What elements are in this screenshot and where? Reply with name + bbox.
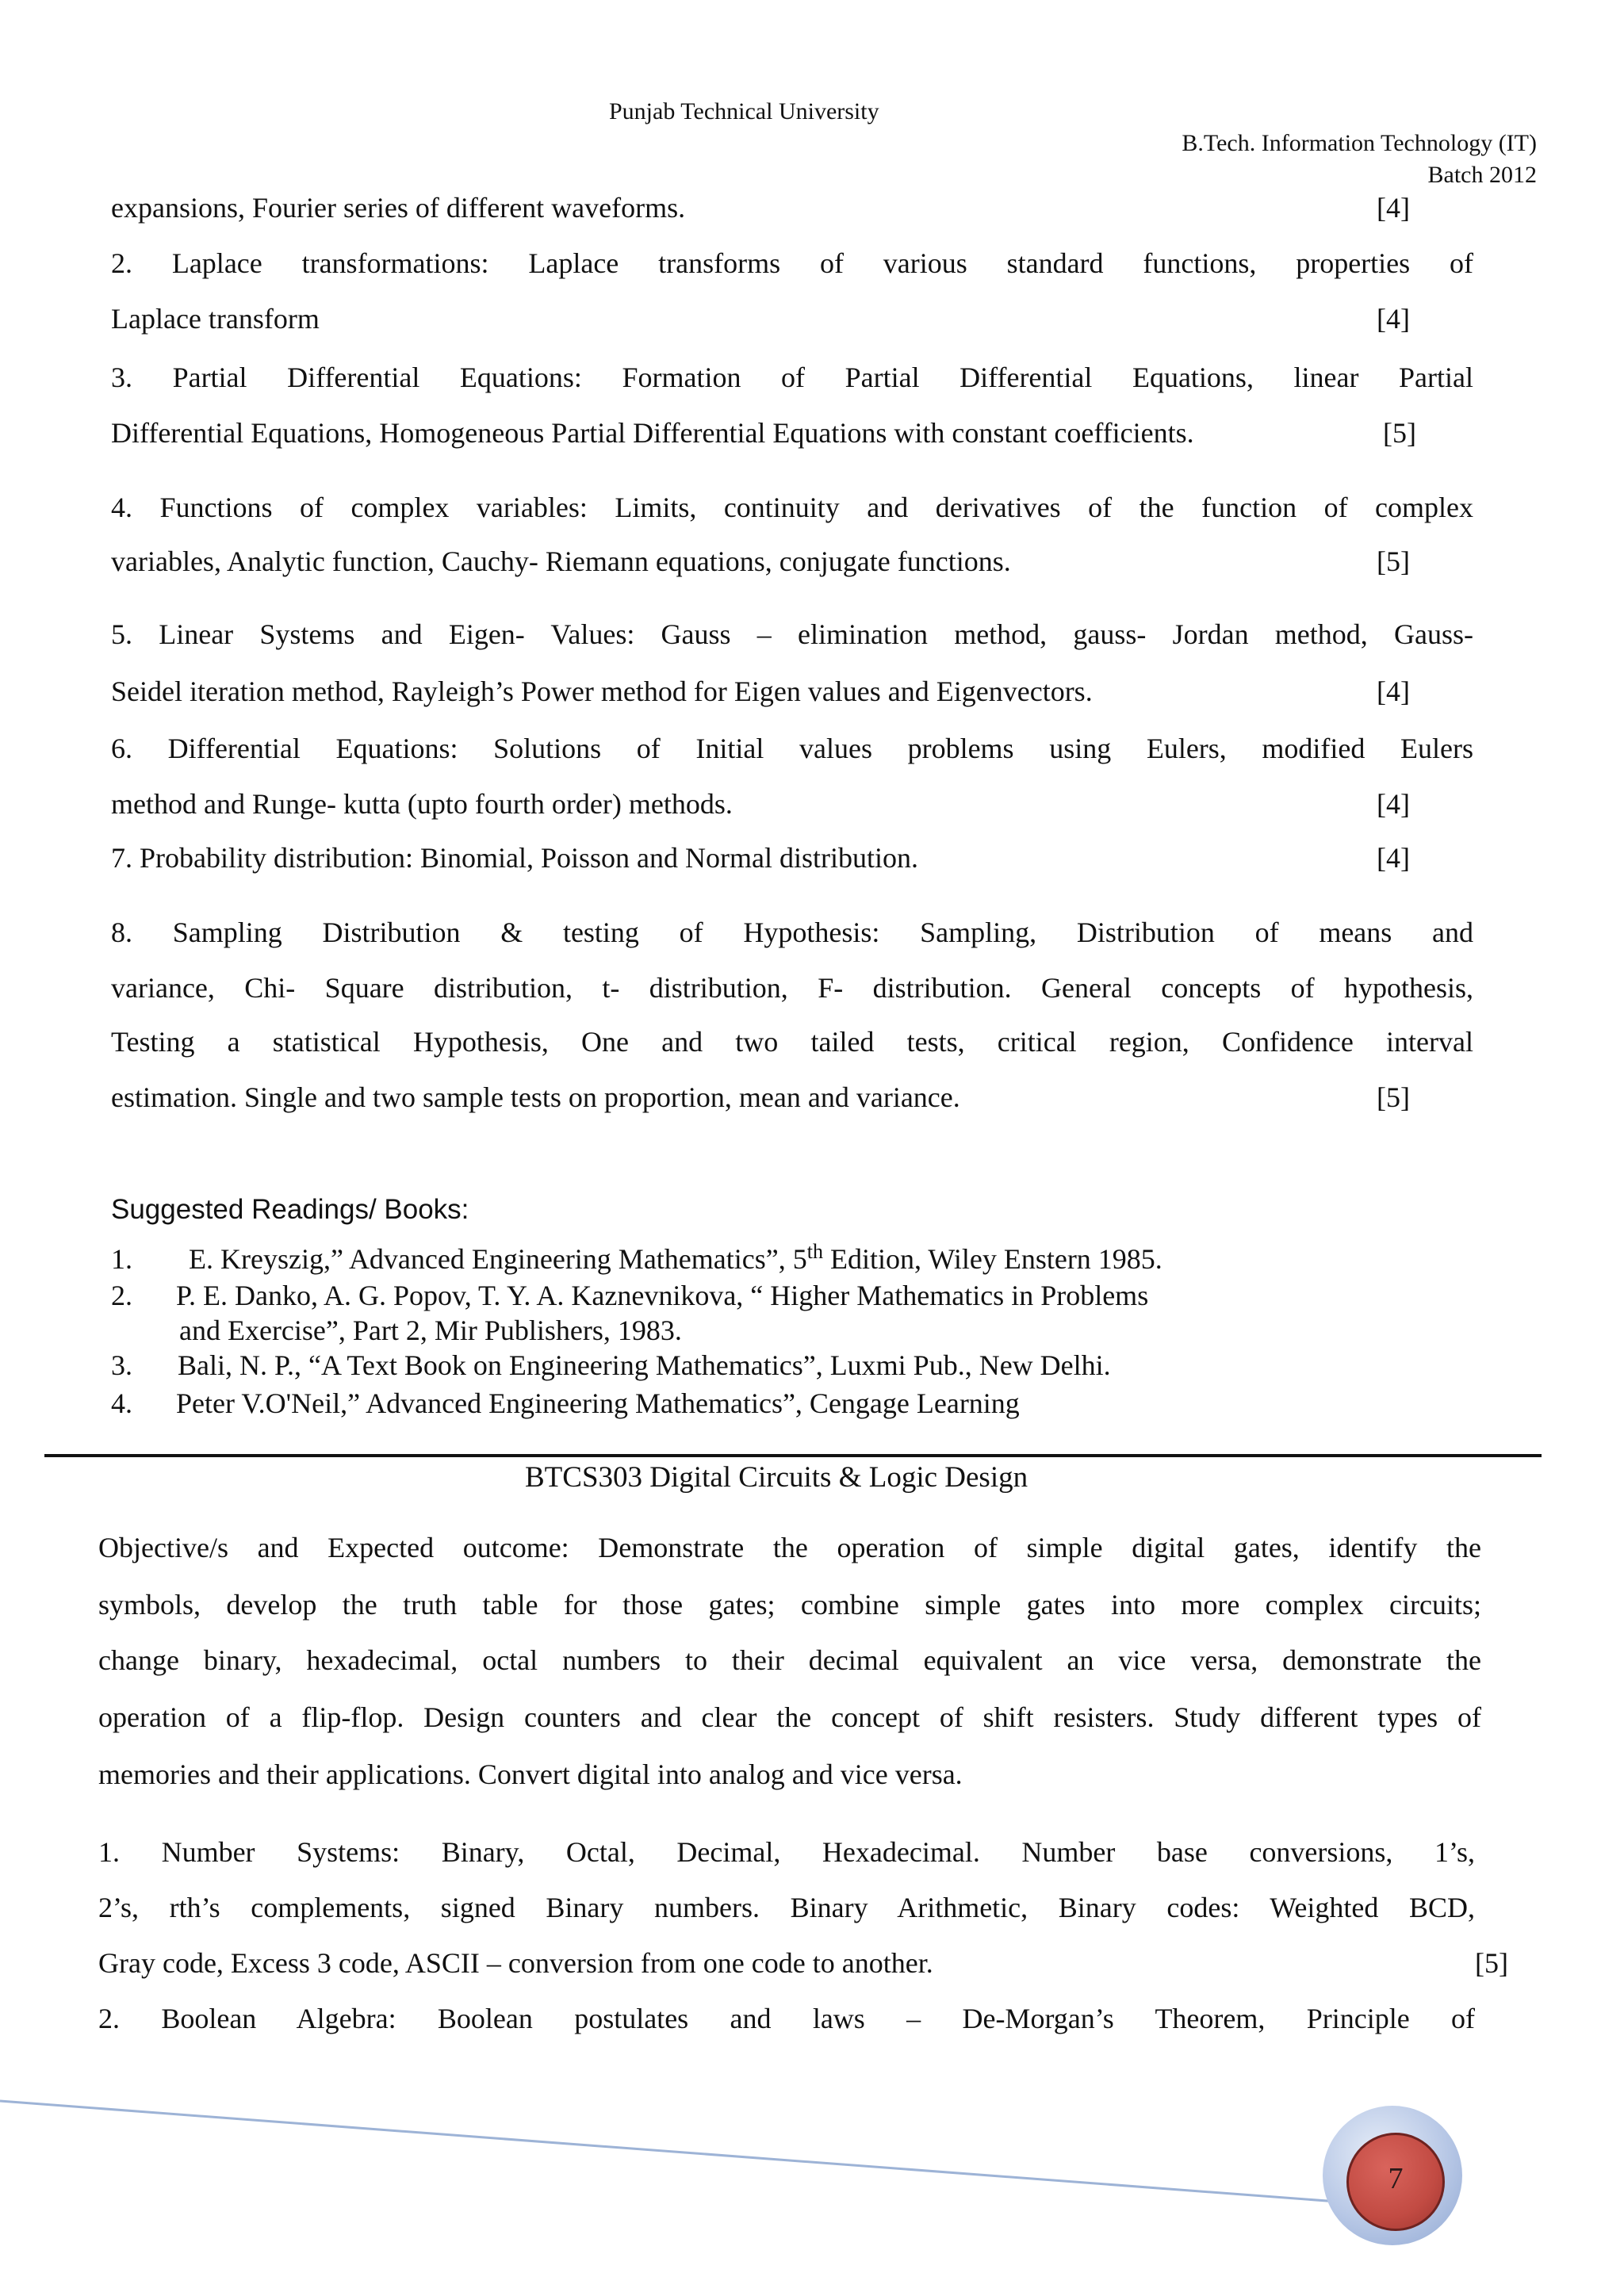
unit-8-line-3: Testing a statistical Hypothesis, One and two tailed tests, critical region, Confidence interval	[111, 1026, 1473, 1058]
unit-3-line-2: Differential Equations, Homogeneous Partial Differential Equations with constant coefficients.	[111, 417, 1194, 449]
unit-5-line-1: 5. Linear Systems and Eigen- Values: Gauss – elimination method, gauss- Jordan method, Gauss-	[111, 618, 1473, 650]
objective-line-2: symbols, develop the truth table for those gates; combine simple gates into more complex circuits;	[98, 1589, 1481, 1621]
unit-6-marks: [4]	[1377, 788, 1410, 820]
book-1-number: 1.	[111, 1243, 132, 1275]
unit-7-line-1: 7. Probability distribution: Binomial, Poisson and Normal distribution.	[111, 842, 919, 874]
unit-8-line-1: 8. Sampling Distribution & testing of Hypothesis: Sampling, Distribution of means and	[111, 916, 1473, 948]
unit-8-line-4: estimation. Single and two sample tests on proportion, mean and variance.	[111, 1081, 960, 1113]
objective-line-4: operation of a flip-flop. Design counters and clear the concept of shift resisters. Study different types of	[98, 1701, 1481, 1733]
page-number: 7	[1388, 2162, 1404, 2195]
book-4-number: 4.	[111, 1387, 132, 1419]
course-unit-1-marks: [5]	[1475, 1947, 1508, 1979]
book-1-entry	[189, 1242, 1162, 1276]
book-3-entry: Bali, N. P., “A Text Book on Engineering Mathematics”, Luxmi Pub., New Delhi.	[178, 1349, 1111, 1381]
book-2-line-2: and Exercise”, Part 2, Mir Publishers, 1983.	[179, 1314, 682, 1346]
unit-4-marks: [5]	[1377, 545, 1410, 577]
header-university: Punjab Technical University	[609, 98, 879, 124]
book-1-text-before: E. Kreyszig,” Advanced Engineering Mathematics”, 5	[189, 1243, 807, 1275]
unit-4-line-2: variables, Analytic function, Cauchy- Riemann equations, conjugate functions.	[111, 545, 1011, 577]
course-unit-1-line-1: 1. Number Systems: Binary, Octal, Decimal, Hexadecimal. Number base conversions, 1’s,	[98, 1836, 1475, 1868]
unit-8-marks: [5]	[1377, 1081, 1410, 1113]
unit-5-line-2: Seidel iteration method, Rayleigh’s Power method for Eigen values and Eigenvectors.	[111, 675, 1093, 707]
objective-line-1: Objective/s and Expected outcome: Demonstrate the operation of simple digital gates, identify the	[98, 1532, 1481, 1563]
book-2-number: 2.	[111, 1280, 132, 1311]
section-divider	[44, 1454, 1542, 1457]
unit-7-marks: [4]	[1377, 842, 1410, 874]
course-unit-2-line-1: 2. Boolean Algebra: Boolean postulates and laws – De-Morgan’s Theorem, Principle of	[98, 2003, 1475, 2034]
unit-2-line-2: Laplace transform	[111, 303, 320, 335]
unit-5-marks: [4]	[1377, 675, 1410, 707]
unit-3-line-1: 3. Partial Differential Equations: Formation of Partial Differential Equations, linear Partial	[111, 362, 1473, 393]
header-batch: Batch 2012	[1427, 162, 1537, 188]
unit-6-line-1: 6. Differential Equations: Solutions of Initial values problems using Eulers, modified Eulers	[111, 733, 1473, 764]
course-unit-1-line-3: Gray code, Excess 3 code, ASCII – conversion from one code to another.	[98, 1947, 933, 1979]
unit-2-marks: [4]	[1377, 303, 1410, 335]
unit-8-line-2: variance, Chi- Square distribution, t- distribution, F- distribution. General concepts of hypothesis,	[111, 972, 1473, 1004]
continuation-marks: [4]	[1377, 192, 1410, 224]
book-4-entry: Peter V.O'Neil,” Advanced Engineering Mathematics”, Cengage Learning	[176, 1387, 1020, 1419]
unit-2-line-1: 2. Laplace transformations: Laplace transforms of various standard functions, properties of	[111, 247, 1473, 279]
unit-4-line-1: 4. Functions of complex variables: Limits, continuity and derivatives of the function of complex	[111, 492, 1473, 523]
course-unit-1-line-2: 2’s, rth’s complements, signed Binary numbers. Binary Arithmetic, Binary codes: Weighted BCD,	[98, 1892, 1475, 1923]
unit-6-line-2: method and Runge- kutta (upto fourth order) methods.	[111, 788, 733, 820]
book-1-superscript: th	[806, 1240, 823, 1263]
course-title: BTCS303 Digital Circuits & Logic Design	[525, 1461, 1028, 1494]
readings-heading: Suggested Readings/ Books:	[111, 1194, 469, 1225]
book-2-line-1: P. E. Danko, A. G. Popov, T. Y. A. Kaznevnikova, “ Higher Mathematics in Problems	[176, 1280, 1149, 1311]
objective-line-5: memories and their applications. Convert digital into analog and vice versa.	[98, 1758, 963, 1790]
objective-line-3: change binary, hexadecimal, octal numbers to their decimal equivalent an vice versa, demonstrate the	[98, 1644, 1481, 1676]
unit-3-marks: [5]	[1383, 417, 1416, 449]
book-1-text-after: Edition, Wiley Enstern 1985.	[822, 1243, 1162, 1275]
continuation-line: expansions, Fourier series of different waveforms.	[111, 192, 686, 224]
book-3-number: 3.	[111, 1349, 132, 1381]
header-program: B.Tech. Information Technology (IT)	[1182, 130, 1537, 156]
